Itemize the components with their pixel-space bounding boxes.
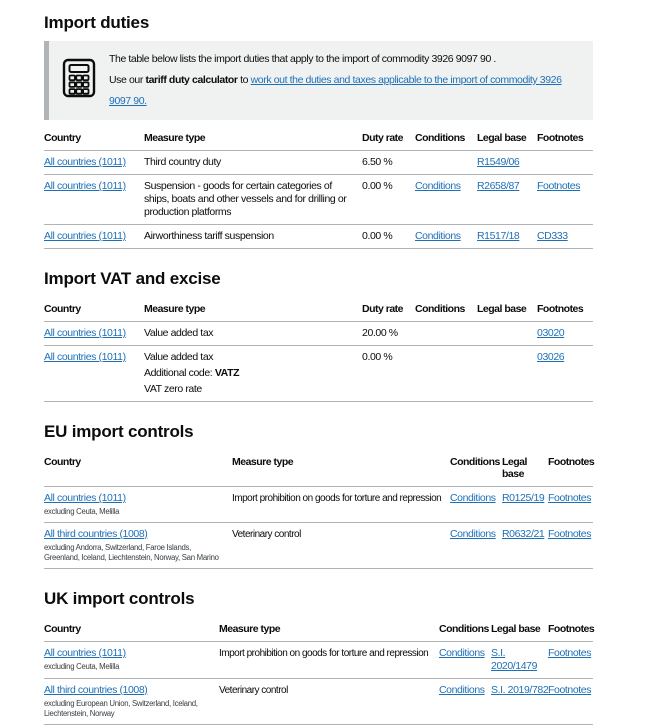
legal-base-link[interactable]: R2658/87 [477,180,520,192]
col-country: Country [44,450,232,487]
table-row [44,523,593,569]
col-measure-type: Measure type [219,617,439,642]
import-vat-heading: Import VAT and excise [44,269,221,288]
conditions-link[interactable]: Conditions [415,230,461,242]
duty-calculator-label: tariff duty calculator [145,74,238,86]
col-legal-base: Legal base [491,617,548,642]
legal-base-link[interactable]: S.I. 2020/1479 [491,647,538,672]
country-link[interactable]: All third countries (1008) [44,684,148,696]
duty-rate: 0.00 % [362,346,415,402]
col-duty-rate: Duty rate [362,297,415,322]
duty-calculator-link[interactable]: work out the duties and taxes applicable to the import of commodity 3926 9097 90. [109,74,562,107]
conditions-cell-empty [415,151,477,175]
table-row [44,175,593,225]
legal-base-link[interactable]: S.I. 2019/782 [491,684,549,696]
table-header-row [44,297,593,322]
conditions-link[interactable]: Conditions [439,684,485,696]
col-country: Country [44,297,144,322]
col-legal-base: Legal base [502,450,548,487]
measure-type: Import prohibition on goods for torture and repression [219,642,439,679]
additional-code: VATZ [214,367,240,379]
col-footnotes: Footnotes [548,617,593,642]
col-conditions: Conditions [439,617,491,642]
vat-zero-rate-note: VAT zero rate [144,383,202,395]
table-row [44,225,593,249]
col-measure-type: Measure type [232,450,450,487]
table-header-row [44,126,593,151]
footnotes-link[interactable]: Footnotes [548,492,592,504]
legal-base-cell-empty [477,322,537,346]
col-legal-base: Legal base [477,297,537,322]
col-footnotes: Footnotes [548,450,593,487]
conditions-cell-empty [415,322,477,346]
col-conditions: Conditions [415,297,477,322]
country-cell [44,679,219,725]
duty-rate: 0.00 % [362,225,415,249]
measure-type: Veterinary control [219,679,439,725]
measure-type: Third country duty [144,151,362,175]
col-footnotes: Footnotes [537,297,593,322]
country-link[interactable]: All countries (1011) [44,180,126,192]
country-link[interactable]: All countries (1011) [44,492,126,504]
footnotes-link[interactable]: Footnotes [537,180,581,192]
additional-code-line: Additional code: VATZ [144,367,240,379]
duty-rate: 6.50 % [362,151,415,175]
country-cell [44,642,219,679]
eu-import-controls-table [44,450,593,569]
country-link[interactable]: All third countries (1008) [44,528,148,540]
country-exclusions: excluding Ceuta, Melilla [44,507,120,516]
col-footnotes: Footnotes [537,126,593,151]
conditions-link[interactable]: Conditions [439,647,485,659]
import-duties-table [44,126,593,249]
legal-base-cell-empty [477,346,537,402]
country-cell [44,523,232,569]
import-vat-table [44,297,593,402]
country-link[interactable]: All countries (1011) [44,230,126,242]
table-row [44,642,593,679]
col-measure-type: Measure type [144,297,362,322]
table-row [44,346,593,402]
measure-type: Value added tax [144,351,214,363]
table-row [44,487,593,523]
measure-type: Import prohibition on goods for torture and repression [232,487,450,523]
footnotes-cell-empty [537,151,593,175]
col-country: Country [44,617,219,642]
notice-text [109,49,583,112]
conditions-link[interactable]: Conditions [415,180,461,192]
col-conditions: Conditions [415,126,477,151]
duty-rate: 20.00 % [362,322,415,346]
country-link[interactable]: All countries (1011) [44,351,126,363]
country-exclusions: excluding Andorra, Switzerland, Faroe Islands, Greenland, Iceland, Liechtenstein, Norway, San Marino [44,543,219,562]
measure-type: Suspension - goods for certain categories of ships, boats and other vessels and for drilling or production platforms [144,175,362,225]
legal-base-link[interactable]: R0125/19 [502,492,545,504]
notice-line-1: The table below lists the import duties that apply to the import of commodity 3926 9097 90 . [109,53,496,65]
duty-calculator-notice [44,41,593,120]
footnotes-link[interactable]: Footnotes [548,528,592,540]
footnote-code-link[interactable]: CD333 [537,230,568,242]
duty-rate: 0.00 % [362,175,415,225]
table-header-row [44,450,593,487]
notice-line-2: Use our tariff duty calculator to work out the duties and taxes applicable to the import of commodity 3926 9097 90. [109,74,562,107]
country-link[interactable]: All countries (1011) [44,647,126,659]
col-legal-base: Legal base [477,126,537,151]
import-duties-heading: Import duties [44,13,150,32]
uk-import-controls-heading: UK import controls [44,589,195,608]
conditions-link[interactable]: Conditions [450,528,496,540]
uk-import-controls-table [44,617,593,725]
table-row [44,679,593,725]
conditions-link[interactable]: Conditions [450,492,496,504]
legal-base-link[interactable]: R0632/21 [502,528,545,540]
legal-base-link[interactable]: R1517/18 [477,230,520,242]
col-country: Country [44,126,144,151]
measure-type: Veterinary control [232,523,450,569]
footnote-code-link[interactable]: 03020 [537,327,565,339]
table-header-row [44,617,593,642]
calculator-icon [62,58,96,103]
country-cell [44,487,232,523]
footnotes-link[interactable]: Footnotes [548,647,592,659]
country-link[interactable]: All countries (1011) [44,327,126,339]
measure-type: Value added tax [144,322,362,346]
footnotes-link[interactable]: Footnotes [548,684,592,696]
eu-import-controls-heading: EU import controls [44,422,194,441]
footnote-code-link[interactable]: 03026 [537,351,565,363]
country-exclusions: excluding Ceuta, Melilla [44,662,120,671]
col-measure-type: Measure type [144,126,362,151]
legal-base-link[interactable]: R1549/06 [477,156,520,168]
measure-type: Airworthiness tariff suspension [144,225,362,249]
country-exclusions: excluding European Union, Switzerland, Iceland, Liechtenstein, Norway [44,699,198,718]
import-tab-panel [0,13,665,725]
table-row [44,322,593,346]
col-conditions: Conditions [450,450,502,487]
col-duty-rate: Duty rate [362,126,415,151]
table-row [44,151,593,175]
measure-type-cell [144,346,362,402]
conditions-cell-empty [415,346,477,402]
country-link[interactable]: All countries (1011) [44,156,126,168]
